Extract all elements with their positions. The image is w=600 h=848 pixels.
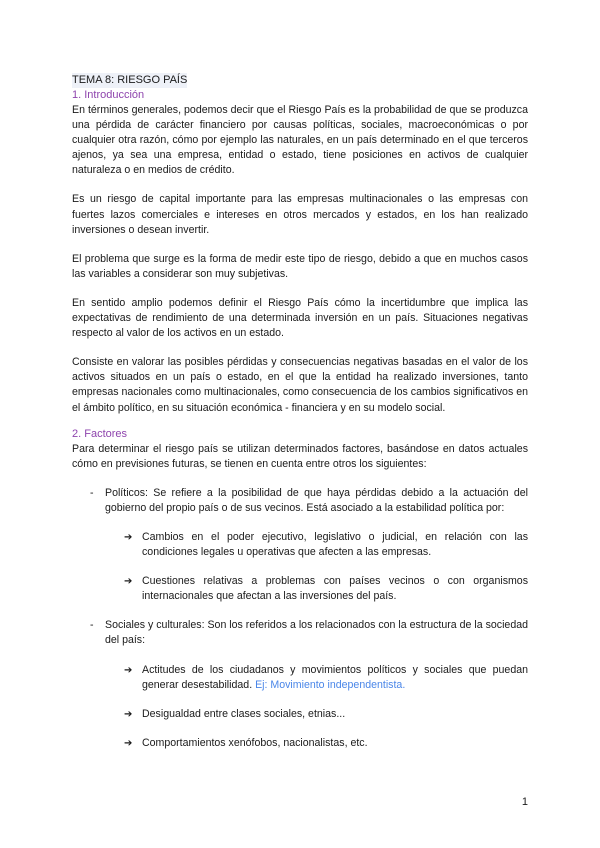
dash-bullet: - xyxy=(90,619,94,632)
document-title: TEMA 8: RIESGO PAÍS xyxy=(72,74,188,86)
list-item xyxy=(124,736,528,751)
social-subitem-list xyxy=(105,663,528,751)
factor-item-sociales xyxy=(90,618,528,751)
intro-paragraph-1: En términos generales, podemos decir que el Riesgo País es la probabilidad de que se produzca una pérdida de carácter financiero por causas políticas, sociales, macroeconómicas o por cualquier otra razón, cómo por ejemplo las naturales, en un país determinado en el que terceros ajenos, ya sea una empresa, entidad o estado, tiene posiciones en activos de cualquier naturaleza o en medios de crédito. xyxy=(72,104,528,177)
factores-intro-paragraph: Para determinar el riesgo país se utilizan determinados factores, basándose en datos actuales cómo en previsiones futuras, se tienen en cuenta entre otros los siguientes: xyxy=(72,442,528,470)
dash-bullet: - xyxy=(90,486,94,499)
subitem-text: Cambios en el poder ejecutivo, legislativo o judicial, en relación con las condiciones legales u operativas que afecten a las empresas. xyxy=(142,530,528,559)
intro-paragraph-2: Es un riesgo de capital importante para las empresas multinacionales o las empresas con fuertes lazos comerciales e intereses en otros mercados y estados, en los han realizado inversiones o desean invertir. xyxy=(72,193,528,236)
intro-paragraph-3: El problema que surge es la forma de medir este tipo de riesgo, debido a que en muchos casos las variables a considerar son muy subjetivas. xyxy=(72,252,528,280)
factor-list xyxy=(72,486,528,751)
intro-paragraph-5: Consiste en valorar las posibles pérdidas y consecuencias negativas basadas en el valor de los activos situados en un país o estado, en el que la entidad ha realizado inversiones, tanto empresas nacionales como multinacionales, como consecuencia de los cambios significativos en el ámbito político, en su situación económica - financiera y en su modelo social. xyxy=(72,356,528,414)
section-heading-factores: 2. Factores xyxy=(72,427,128,440)
section-heading-introduccion: 1. Introducción xyxy=(72,89,145,101)
subitem-text: Cuestiones relativas a problemas con países vecinos o con organismos internacionales que afectan a las inversiones del país. xyxy=(142,575,528,603)
political-subitem-list xyxy=(105,530,528,604)
factor-text-sociales: Sociales y culturales: Son los referidos a los relacionados con la estructura de la sociedad del país: xyxy=(105,619,528,647)
subitem-text: Actitudes de los ciudadanos y movimientos políticos y sociales que puedan generar desestabilidad. xyxy=(142,663,528,691)
page-content xyxy=(72,70,528,751)
subitem-text: Comportamientos xenófobos, nacionalistas, etc. xyxy=(142,736,368,749)
example-note: Ej: Movimiento independentista. xyxy=(255,678,406,691)
subitem-text: Desigualdad entre clases sociales, etnias... xyxy=(142,707,346,720)
list-item xyxy=(124,707,528,722)
list-item xyxy=(124,530,528,560)
arrow-right-icon: ➔ xyxy=(124,708,133,720)
arrow-right-icon: ➔ xyxy=(124,737,133,749)
factor-item-politicos xyxy=(90,486,528,605)
arrow-right-icon: ➔ xyxy=(124,664,133,676)
arrow-right-icon: ➔ xyxy=(124,576,133,588)
intro-paragraph-4: En sentido amplio podemos definir el Riesgo País cómo la incertidumbre que implica las expectativas de rendimiento de una determinada inversión en un país. Situaciones negativas respecto al valor de los activos en un estado. xyxy=(72,296,528,340)
factor-text-politicos: Políticos: Se refiere a la posibilidad de que haya pérdidas debido a la actuación del gobierno del propio país o de sus vecinos. Está asociado a la estabilidad política por: xyxy=(105,486,528,514)
list-item xyxy=(124,574,528,604)
list-item xyxy=(124,663,528,693)
arrow-right-icon: ➔ xyxy=(124,531,133,543)
page-number: 1 xyxy=(521,796,528,808)
